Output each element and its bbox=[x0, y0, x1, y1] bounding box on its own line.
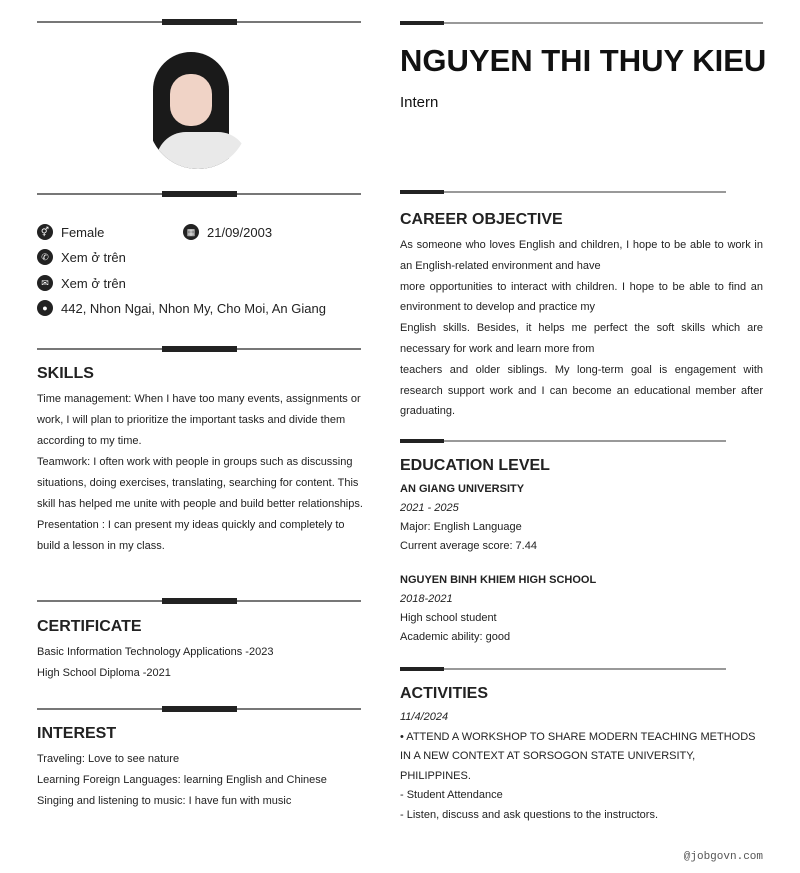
calendar-icon: ▦ bbox=[183, 224, 199, 240]
avatar bbox=[148, 52, 248, 169]
education-heading: EDUCATION LEVEL bbox=[400, 457, 550, 474]
school-period: 2021 - 2025 bbox=[400, 502, 459, 514]
school-detail: High school student bbox=[400, 612, 497, 624]
divider bbox=[37, 21, 361, 23]
job-title: Intern bbox=[400, 94, 439, 111]
interest-item: Learning Foreign Languages: learning English and Chinese bbox=[37, 774, 327, 786]
location-pin-icon: ● bbox=[37, 300, 53, 316]
interest-item: Traveling: Love to see nature bbox=[37, 753, 180, 765]
school-name: AN GIANG UNIVERSITY bbox=[400, 483, 525, 495]
divider bbox=[37, 348, 361, 350]
activities-heading: ACTIVITIES bbox=[400, 685, 489, 702]
activities-list bbox=[400, 708, 763, 825]
dob-row bbox=[183, 224, 272, 240]
objective-paragraph: teachers and older siblings. My long-term goal is engagement with research support work and I can become an educational member after graduating. bbox=[400, 363, 763, 418]
interest-list bbox=[37, 749, 327, 812]
divider bbox=[400, 668, 726, 670]
education-entry bbox=[400, 571, 596, 647]
address-row bbox=[37, 300, 326, 316]
objective-paragraph: more opportunities to interact with children. I hope to be able to find an environment to develop and practice my bbox=[400, 280, 763, 314]
activity-item: - Listen, discuss and ask questions to the instructors. bbox=[400, 808, 659, 821]
skill-item: Presentation : I can present my ideas quickly and completely to build a lesson in my class. bbox=[37, 519, 345, 552]
certificate-heading: CERTIFICATE bbox=[37, 618, 142, 635]
school-period: 2018-2021 bbox=[400, 593, 453, 605]
gender: Female bbox=[61, 224, 105, 240]
certificate-item: Basic Information Technology Applications -2023 bbox=[37, 646, 274, 658]
certificate-item: High School Diploma -2021 bbox=[37, 667, 171, 679]
watermark: @jobgovn.com bbox=[683, 851, 763, 863]
divider bbox=[400, 191, 726, 193]
school-detail: Current average score: 7.44 bbox=[400, 540, 537, 552]
phone: Xem ở trên bbox=[61, 249, 126, 265]
skill-item: Teamwork: I often work with people in groups such as discussing situations, doing exercises, translating, searching for content. This skill has helped me unite with people and build better relationships. bbox=[37, 456, 363, 510]
divider bbox=[37, 193, 361, 195]
dob: 21/09/2003 bbox=[207, 224, 273, 240]
skill-item: Time management: When I have too many events, assignments or work, I will plan to prioritize the important tasks and divide them according to my time. bbox=[37, 393, 361, 447]
objective-text bbox=[400, 235, 763, 422]
skills-list bbox=[37, 389, 363, 557]
divider bbox=[400, 22, 763, 24]
school-name: NGUYEN BINH KHIEM HIGH SCHOOL bbox=[400, 574, 597, 586]
activity-item: - Student Attendance bbox=[400, 789, 503, 801]
phone-icon: ✆ bbox=[37, 249, 53, 265]
address: 442, Nhon Ngai, Nhon My, Cho Moi, An Giang bbox=[61, 300, 326, 316]
email-row bbox=[37, 275, 126, 291]
interest-heading: INTEREST bbox=[37, 725, 117, 742]
certificate-list bbox=[37, 642, 273, 684]
divider bbox=[400, 440, 726, 442]
gender-icon: ⚥ bbox=[37, 224, 53, 240]
activity-item: • ATTEND A WORKSHOP TO SHARE MODERN TEACHING METHODS IN A NEW CONTEXT AT SORSOGON STATE UNIVERSITY, PHILIPPINES. bbox=[400, 730, 756, 782]
objective-heading: CAREER OBJECTIVE bbox=[400, 211, 563, 228]
school-detail: Major: English Language bbox=[400, 521, 522, 533]
email-icon: ✉ bbox=[37, 275, 53, 291]
email: Xem ở trên bbox=[61, 275, 126, 291]
phone-row bbox=[37, 249, 126, 265]
objective-paragraph: English skills. Besides, it helps me perfect the soft skills which are necessary for work and learn more from bbox=[400, 322, 763, 355]
gender-row bbox=[37, 224, 104, 240]
activity-date: 11/4/2024 bbox=[400, 711, 449, 723]
interest-item: Singing and listening to music: I have fun with music bbox=[37, 795, 292, 807]
divider bbox=[37, 600, 361, 602]
candidate-name: NGUYEN THI THUY KIEU bbox=[400, 43, 767, 78]
skills-heading: SKILLS bbox=[37, 365, 94, 382]
school-detail: Academic ability: good bbox=[400, 631, 511, 643]
objective-paragraph: As someone who loves English and children, I hope to be able to work in an English-related environment and have bbox=[400, 239, 763, 272]
education-entry bbox=[400, 480, 537, 556]
divider bbox=[37, 708, 361, 710]
